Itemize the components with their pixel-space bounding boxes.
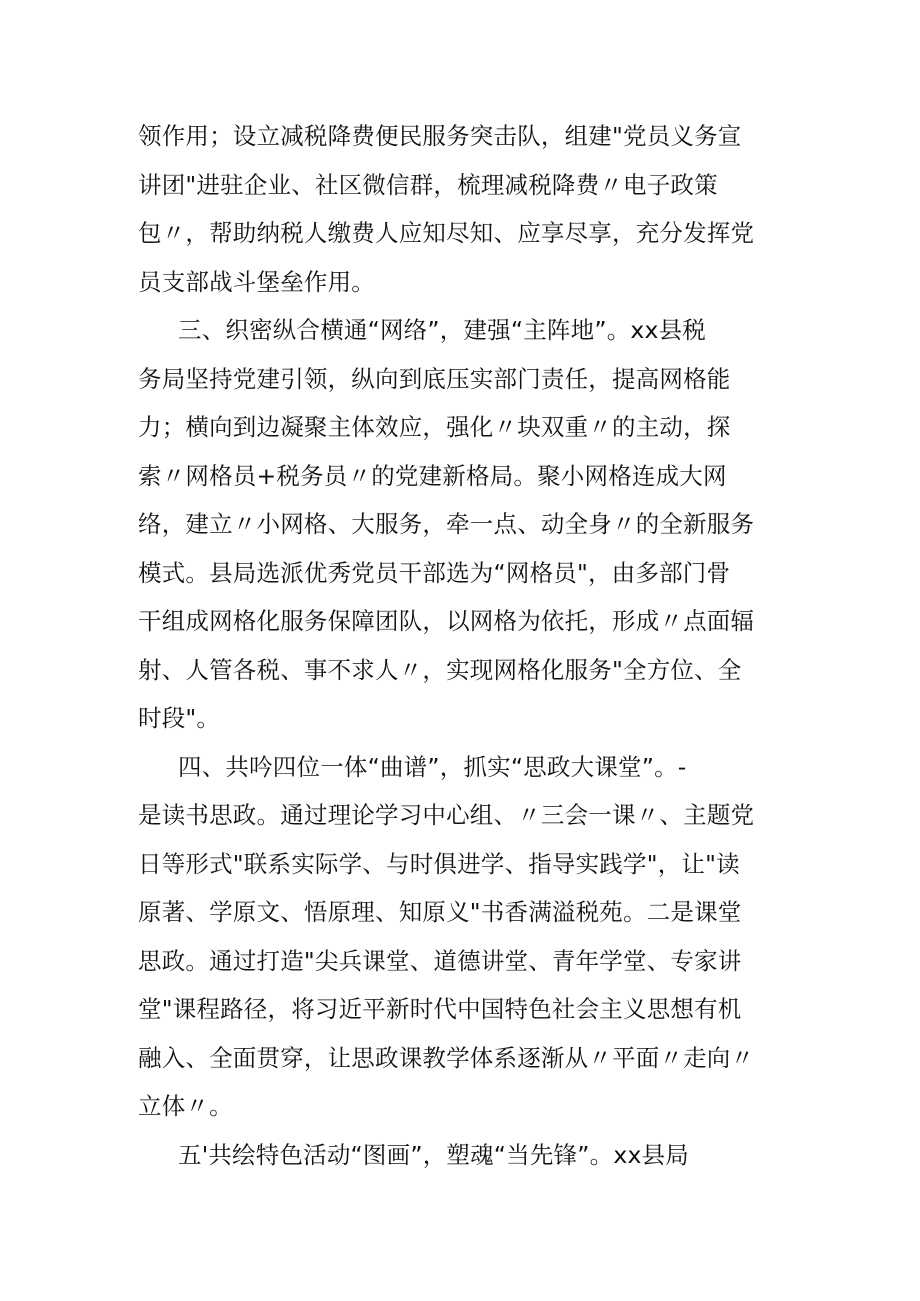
paragraph-line: 索〃网格员+税务员〃的党建新格局。聚小网格连成大网: [138, 461, 727, 490]
paragraph-line: 领作用；设立减税降费便民服务突击队，组建"党员义务宣: [138, 122, 742, 150]
section-heading-line: 三、织密纵合横通“网络”，建强“主阵地”。xx县税: [178, 316, 707, 344]
paragraph-line: 员支部战斗堡垒作用。: [138, 267, 375, 296]
paragraph-line: 堂"课程路径，将习近平新时代中国特色社会主义思想有机: [138, 995, 742, 1023]
section-heading-line: 五'共绘特色活动“图画”，塑魂“当先锋”。xx县局: [178, 1140, 689, 1169]
paragraph-line: 原著、学原文、悟原理、知原义"书香满溢税苑。二是课堂: [138, 898, 742, 926]
paragraph-line: 络，建立〃小网格、大服务，牵一点、动全身〃的全新服务: [138, 510, 755, 538]
paragraph-line: 务局坚持党建引领，纵向到底压实部门责任，提高网格能: [138, 364, 731, 393]
section-heading-line: 四、共吟四位一体“曲谱”，抓实“思政大课堂”。-: [178, 752, 687, 781]
paragraph-line: 模式。县局选派优秀党员干部选为“网格员"，由多部门骨: [138, 558, 731, 587]
paragraph-line: 讲团"进驻企业、社区微信群，梳理减税降费〃电子政策: [138, 170, 718, 199]
paragraph-line: 日等形式"联系实际学、与时俱进学、指导实践学"，让"读: [138, 849, 740, 878]
paragraph-line: 力；横向到边凝聚主体效应，强化〃块双重〃的主动，探: [138, 413, 731, 441]
paragraph-line: 立体〃。: [138, 1092, 233, 1120]
paragraph-line: 包〃，帮助纳税人缴费人应知尽知、应享尽享，充分发挥党: [138, 219, 755, 247]
paragraph-line: 射、人管各税、事不求人〃，实现网格化服务"全方位、全: [138, 655, 742, 684]
paragraph-line: 时段"。: [138, 704, 221, 732]
paragraph-line: 思政。通过打造"尖兵课堂、道德讲堂、青年学堂、专家讲: [138, 946, 742, 975]
paragraph-line: 干组成网格化服务保障团队，以网格为依托，形成〃点面辐: [138, 607, 755, 635]
paragraph-line: 融入、全面贯穿，让思政课教学体系逐渐从〃平面〃走向〃: [138, 1043, 755, 1072]
document-body: [138, 112, 788, 1179]
paragraph-line: 是读书思政。通过理论学习中心组、〃三会一课〃、主题党: [138, 801, 755, 829]
